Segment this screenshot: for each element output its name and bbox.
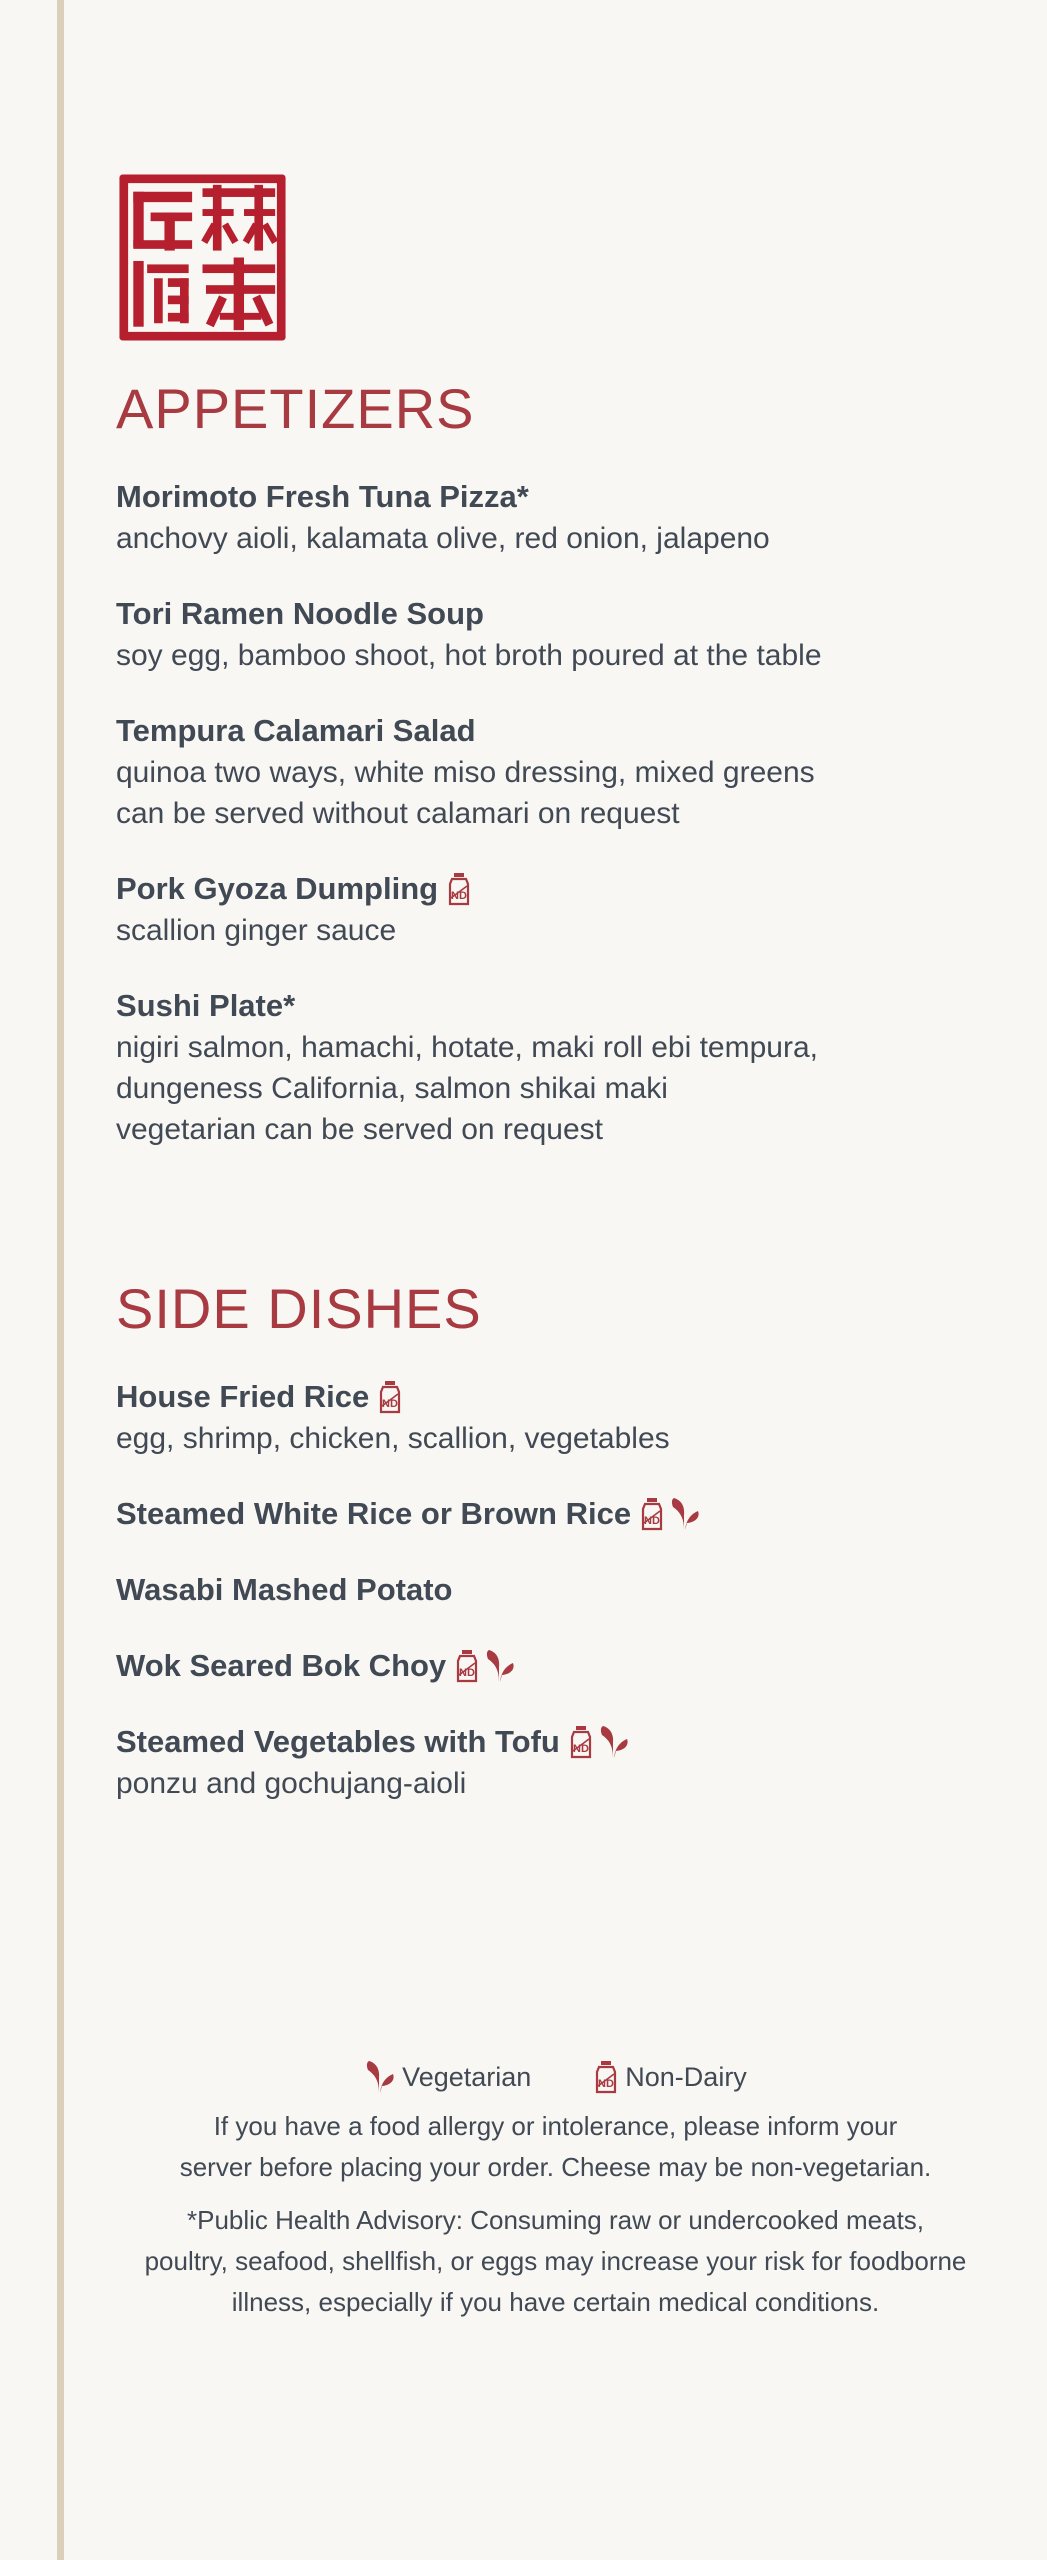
item-description: anchovy aioli, kalamata olive, red onion, jalapeno — [116, 522, 770, 555]
legend-vegetarian — [364, 2060, 531, 2094]
svg-text:ND: ND — [572, 1743, 589, 1755]
appetizers-list — [116, 476, 996, 1184]
left-border-rule — [57, 0, 64, 2560]
vegetarian-icon — [598, 1725, 630, 1759]
item-description: soy egg, bamboo shoot, hot broth poured at the table — [116, 639, 822, 672]
svg-text:ND: ND — [382, 1398, 399, 1410]
allergy-notice-line: If you have a food allergy or intolerance, please inform your — [213, 2111, 898, 2141]
allergy-notice-line: server before placing your order. Cheese may be non-vegetarian. — [179, 2152, 932, 2182]
menu-item — [116, 593, 996, 676]
public-health-advisory — [64, 2200, 1047, 2323]
menu-footer — [64, 2060, 1047, 2323]
svg-text:ND: ND — [598, 2078, 615, 2090]
non-dairy-icon — [454, 1649, 480, 1683]
item-description: ponzu and gochujang-aioli — [116, 1767, 467, 1800]
vegetarian-icon — [484, 1649, 516, 1683]
advisory-line: illness, especially if you have certain medical conditions. — [231, 2287, 880, 2317]
non-dairy-icon — [446, 872, 472, 906]
vegetarian-icon — [364, 2060, 396, 2094]
item-name: Wasabi Mashed Potato — [116, 1572, 453, 1607]
menu-item — [116, 1645, 996, 1687]
menu-item — [116, 1721, 996, 1804]
legend-non-dairy — [593, 2060, 747, 2094]
allergy-notice — [64, 2106, 1047, 2188]
menu-item — [116, 1376, 996, 1459]
item-name: Sushi Plate* — [116, 988, 296, 1023]
item-name: Pork Gyoza Dumpling — [116, 871, 439, 906]
item-name: Steamed Vegetables with Tofu — [116, 1724, 560, 1759]
advisory-line: *Public Health Advisory: Consuming raw or undercooked meats, — [186, 2205, 925, 2235]
item-name: Tori Ramen Noodle Soup — [116, 596, 484, 631]
item-description: can be served without calamari on request — [116, 797, 680, 830]
item-name: Morimoto Fresh Tuna Pizza* — [116, 479, 529, 514]
menu-item — [116, 1569, 996, 1611]
svg-text:ND: ND — [451, 890, 468, 902]
menu-item — [116, 868, 996, 951]
item-name: Wok Seared Bok Choy — [116, 1648, 447, 1683]
item-name: Steamed White Rice or Brown Rice — [116, 1496, 632, 1531]
non-dairy-icon — [377, 1380, 403, 1414]
section-title-side-dishes: SIDE DISHES — [116, 1277, 482, 1340]
svg-text:ND: ND — [459, 1667, 476, 1679]
item-description: vegetarian can be served on request — [116, 1113, 603, 1146]
item-description: scallion ginger sauce — [116, 914, 397, 947]
item-name: House Fried Rice — [116, 1379, 370, 1414]
menu-item — [116, 476, 996, 559]
item-name: Tempura Calamari Salad — [116, 713, 476, 748]
non-dairy-icon — [593, 2060, 619, 2094]
item-description: egg, shrimp, chicken, scallion, vegetables — [116, 1422, 670, 1455]
vegetarian-icon — [669, 1497, 701, 1531]
item-description: dungeness California, salmon shikai maki — [116, 1072, 668, 1105]
menu-item — [116, 1493, 996, 1535]
non-dairy-icon — [568, 1725, 594, 1759]
section-title-appetizers: APPETIZERS — [116, 377, 475, 440]
restaurant-seal-logo — [116, 171, 289, 344]
advisory-line: poultry, seafood, shellfish, or eggs may increase your risk for foodborne — [144, 2246, 967, 2276]
legend-non-dairy-label: Non-Dairy — [625, 2061, 747, 2092]
legend-vegetarian-label: Vegetarian — [402, 2061, 532, 2092]
menu-item — [116, 985, 996, 1150]
item-description: nigiri salmon, hamachi, hotate, maki roll ebi tempura, — [116, 1031, 818, 1064]
dietary-legend — [64, 2060, 1047, 2094]
side-dishes-list — [116, 1376, 996, 1838]
menu-item — [116, 710, 996, 834]
item-description: quinoa two ways, white miso dressing, mixed greens — [116, 756, 815, 789]
non-dairy-icon — [639, 1497, 665, 1531]
svg-text:ND: ND — [644, 1515, 661, 1527]
